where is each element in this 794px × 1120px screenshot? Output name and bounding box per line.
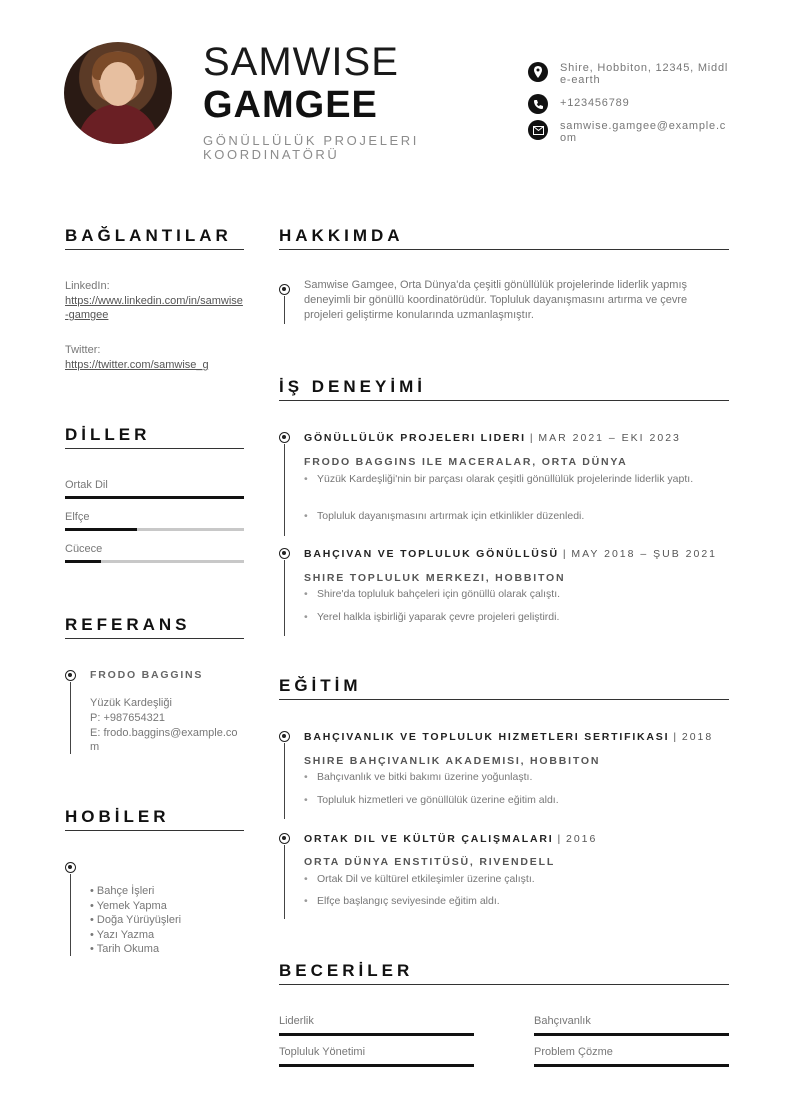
timeline-dot xyxy=(279,432,290,443)
timeline-dot xyxy=(65,670,76,681)
timeline-line xyxy=(284,444,285,536)
phone-icon xyxy=(528,94,548,114)
skill-bar xyxy=(534,1033,729,1036)
first-name: SAMWISE xyxy=(203,40,399,84)
references-heading: REFERANS xyxy=(65,615,191,634)
hobby-item: • Tarih Okuma xyxy=(90,943,160,956)
divider xyxy=(279,249,729,250)
timeline-dot xyxy=(279,833,290,844)
education-bullet: • Elfçe başlangıç seviyesinde eğitim aldı. xyxy=(317,894,722,908)
timeline-line xyxy=(284,296,285,324)
skill-label: Liderlik xyxy=(279,1015,314,1027)
timeline-dot xyxy=(65,862,76,873)
divider xyxy=(279,400,729,401)
language-bar-fill xyxy=(65,496,244,499)
job-title-0: GÖNÜLLÜLÜK PROJELERI LIDERI | MAR 2021 – EKI 2023 xyxy=(304,432,681,444)
skill-bar xyxy=(279,1064,474,1067)
education-bullet: • Ortak Dil ve kültürel etkileşimler üzerine çalıştı. xyxy=(317,872,722,886)
last-name: GAMGEE xyxy=(203,84,378,126)
about-text: Samwise Gamgee, Orta Dünya'da çeşitli gönüllülük projelerinde liderlik yapmış deneyimli bir gönüllü koordinatörüdür. Topluluk dayanışmasını artırma ve çevre projeleri geliştirme konularında uzmanlaşmıştır. xyxy=(304,279,688,321)
reference-phone: P: +987654321 xyxy=(90,712,165,724)
hobby-item: • Yemek Yapma xyxy=(90,899,167,912)
education-bullet: • Bahçıvanlık ve bitki bakımı üzerine yoğunlaştı. xyxy=(317,770,722,784)
hobby-item: • Doğa Yürüyüşleri xyxy=(90,914,182,927)
education-school-0: SHIRE BAHÇIVANLIK AKADEMISI, HOBBITON xyxy=(304,755,601,767)
timeline-dot xyxy=(279,731,290,742)
skill-label: Bahçıvanlık xyxy=(534,1015,591,1027)
contact-address: Shire, Hobbiton, 12345, Middle-earth xyxy=(528,62,728,88)
reference-name: FRODO BAGGINS xyxy=(90,669,204,681)
job-title-1: BAHÇIVAN VE TOPLULUK GÖNÜLLÜSÜ | MAY 2018 – ŞUB 2021 xyxy=(304,548,718,560)
languages-heading: DİLLER xyxy=(65,425,151,444)
job-title: GÖNÜLLÜLÜK PROJELERI KOORDINATÖRÜ xyxy=(203,133,419,162)
language-label: Elfçe xyxy=(65,511,90,523)
divider xyxy=(279,699,729,700)
links-heading: BAĞLANTILAR xyxy=(65,226,232,245)
education-title-0: BAHÇIVANLIK VE TOPLULUK HIZMETLERI SERTIFIKASI | 2018 xyxy=(304,731,714,743)
profile-photo xyxy=(64,42,172,144)
timeline-line xyxy=(284,560,285,636)
divider xyxy=(65,638,244,639)
skill-label: Problem Çözme xyxy=(534,1046,613,1058)
contact-phone: +123456789 xyxy=(528,94,728,114)
divider xyxy=(65,249,244,250)
education-bullet: • Topluluk hizmetleri ve gönüllülük üzerine eğitim aldı. xyxy=(317,793,722,807)
timeline-line xyxy=(284,845,285,919)
contact-email: samwise.gamgee@example.com xyxy=(528,120,728,148)
timeline-line xyxy=(70,874,71,956)
language-bar-fill xyxy=(65,528,137,531)
language-label: Ortak Dil xyxy=(65,479,108,491)
job-bullet: • Yüzük Kardeşliği'nin bir parçası olarak çeşitli gönüllülük projelerinde liderlik yaptı. xyxy=(317,472,722,486)
divider xyxy=(279,984,729,985)
job-company-1: SHIRE TOPLULUK MERKEZI, HOBBITON xyxy=(304,572,566,584)
location-pin-icon xyxy=(528,62,548,82)
skill-label: Topluluk Yönetimi xyxy=(279,1046,366,1058)
twitter-label: Twitter: xyxy=(65,344,101,356)
reference-email[interactable]: E: frodo.baggins@example.com xyxy=(90,727,238,753)
job-bullet: • Topluluk dayanışmasını artırmak için etkinlikler düzenledi. xyxy=(317,509,722,523)
education-title-1: ORTAK DIL VE KÜLTÜR ÇALIŞMALARI | 2016 xyxy=(304,833,598,845)
twitter-link[interactable]: https://twitter.com/samwise_g xyxy=(65,359,209,371)
skill-bar xyxy=(279,1033,474,1036)
skills-heading: BECERİLER xyxy=(279,961,414,980)
reference-org: Yüzük Kardeşliği xyxy=(90,697,172,709)
job-company-0: FRODO BAGGINS ILE MACERALAR, ORTA DÜNYA xyxy=(304,456,628,468)
divider xyxy=(65,830,244,831)
timeline-dot xyxy=(279,548,290,559)
experience-heading: İŞ DENEYİMİ xyxy=(279,377,426,396)
divider xyxy=(65,448,244,449)
job-bullet: • Shire'da topluluk bahçeleri için gönüllü olarak çalıştı. xyxy=(317,587,722,601)
timeline-line xyxy=(284,743,285,819)
language-label: Cücece xyxy=(65,543,103,555)
job-bullet: • Yerel halkla işbirliği yaparak çevre projeleri geliştirdi. xyxy=(317,610,722,624)
timeline-line xyxy=(70,682,71,754)
linkedin-label: LinkedIn: xyxy=(65,280,110,292)
envelope-icon xyxy=(528,120,548,140)
education-school-1: ORTA DÜNYA ENSTITÜSÜ, RIVENDELL xyxy=(304,856,556,868)
hobby-item: • Yazı Yazma xyxy=(90,928,155,941)
skill-bar xyxy=(534,1064,729,1067)
timeline-dot xyxy=(279,284,290,295)
linkedin-link[interactable]: https://www.linkedin.com/in/samwise-gamgee xyxy=(65,295,243,321)
language-bar-fill xyxy=(65,560,101,563)
hobby-item: • Bahçe İşleri xyxy=(90,885,155,897)
hobbies-heading: HOBİLER xyxy=(65,807,170,826)
education-heading: EĞİTİM xyxy=(279,676,362,695)
about-heading: HAKKIMDA xyxy=(279,226,404,245)
